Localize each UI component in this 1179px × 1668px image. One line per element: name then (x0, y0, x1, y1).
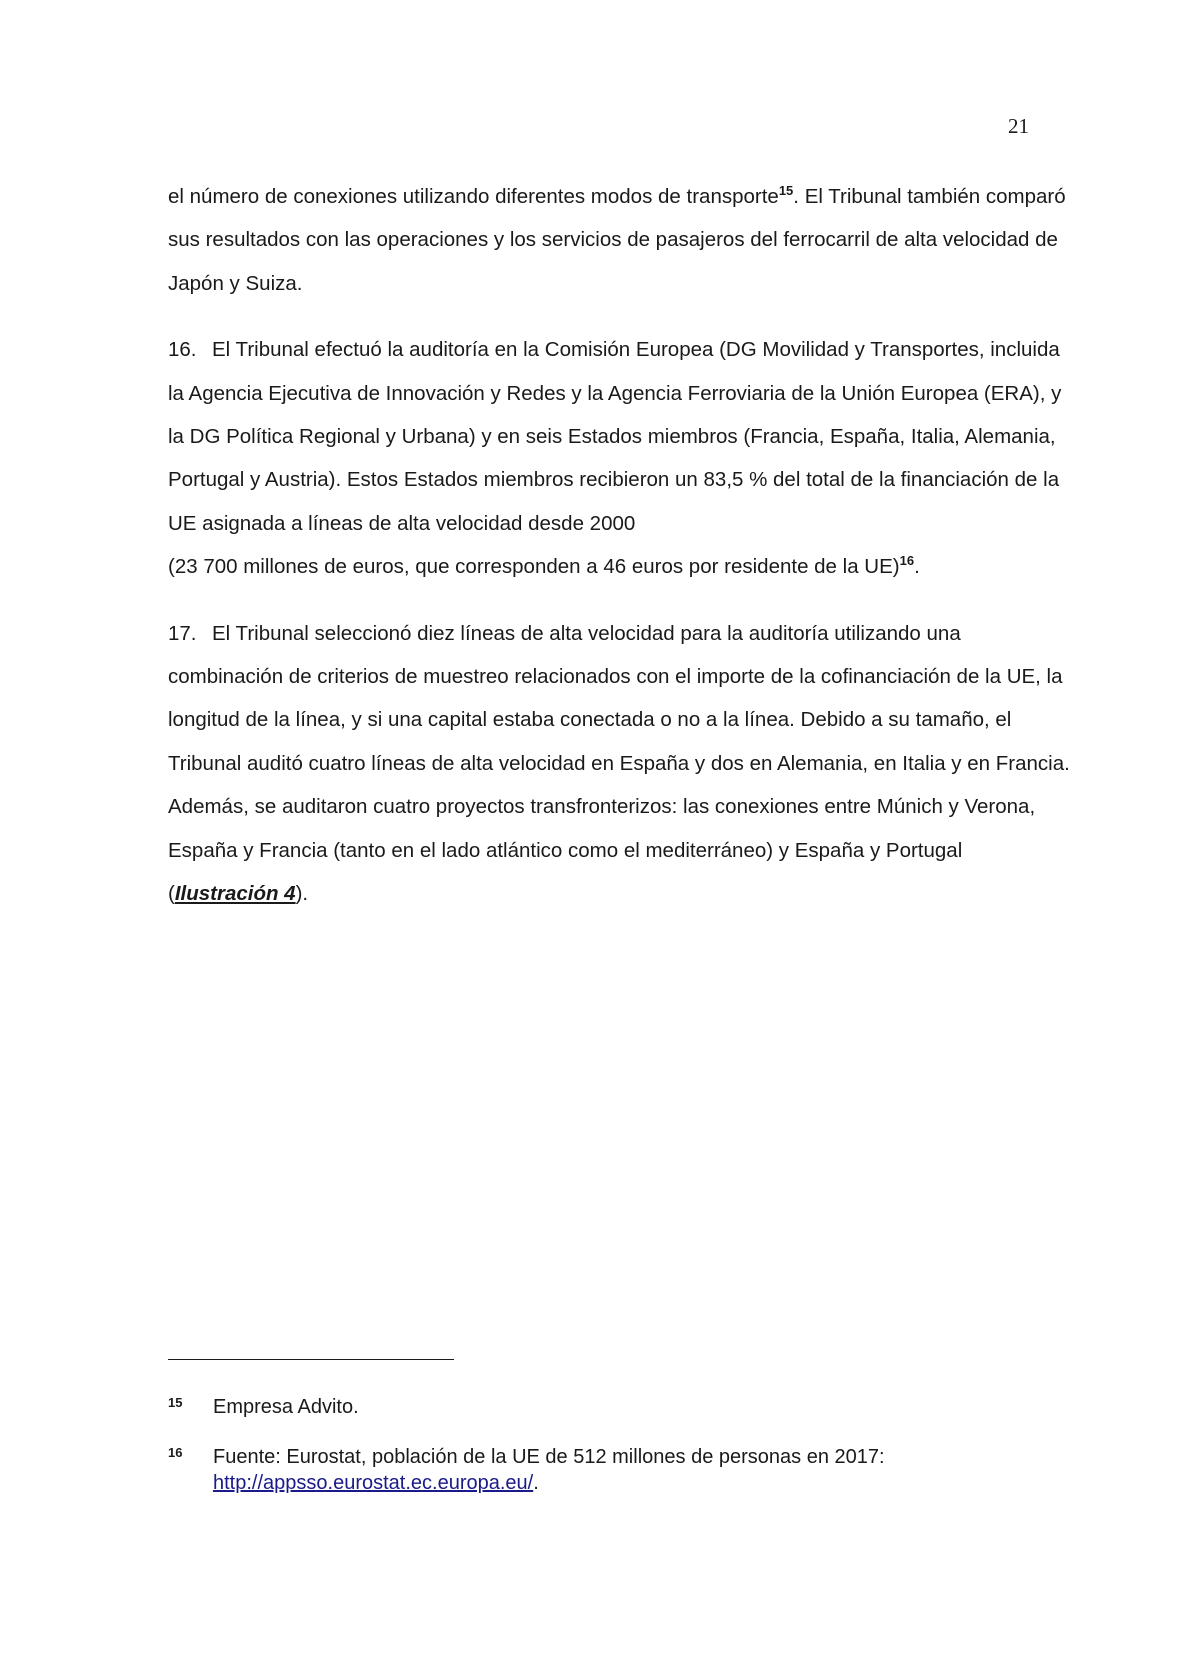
illustration-cross-reference-link[interactable]: Ilustración 4 (174, 882, 296, 906)
footnote-marker: 16 (168, 1445, 183, 1460)
paragraph-text: El Tribunal efectuó la auditoría en la Comisión Europea (DG Movilidad y Transportes, incluida la Agencia Ejecutiva de Innovación y Redes y la Agencia Ferroviaria de la Unión Europea (ERA), y la DG Política Regional y Urbana) y en seis Estados miembros (Francia, España, Italia, Alemania, Portugal y Austria). Estos Estados miembros recibieron un 83,5 % del total de la financiación de la UE asignada a líneas de alta velocidad desde 2000 (168, 338, 1062, 535)
footnote-body (213, 1444, 1068, 1496)
footnote-15 (168, 1394, 1068, 1420)
footnote-marker: 15 (168, 1395, 183, 1410)
paragraph-text: . El Tribunal también comparó sus resultados con las operaciones y los servicios de pasajeros del ferrocarril de alta velocidad de Japón y Suiza. (168, 185, 1066, 295)
paragraph-continued (168, 175, 1078, 305)
footnote-reference-15[interactable]: 15 (778, 183, 794, 198)
page-number: 21 (1008, 114, 1029, 138)
paragraph-text: el número de conexiones utilizando diferentes modos de transporte (168, 185, 779, 208)
paragraph-text: . (914, 555, 920, 579)
paragraph-text: El Tribunal seleccionó diez líneas de alta velocidad para la auditoría utilizando una combinación de criterios de muestreo relacionados con el importe de la cofinanciación de la UE, la longitud de la línea, y si una capital estaba conectada o no a la línea. Debido a su tamaño, el Tribunal auditó cuatro líneas de alta velocidad en España y dos en Alemania, en Italia y en Francia. Además, se auditaron cuatro proyectos transfronterizos: las conexiones entre Múnich y Verona, España y Francia (tanto en el lado atlántico como el mediterráneo) y España y Portugal ( (168, 621, 1070, 906)
paragraph-16 (168, 328, 1078, 588)
footnote-text: Fuente: Eurostat, población de la UE de 512 millones de personas en 2017: (213, 1446, 885, 1468)
paragraph-text: ). (295, 882, 309, 906)
paragraph-text: (23 700 millones de euros, que corresponden a 46 euros por residente de la UE) (168, 555, 900, 579)
footnote-text: Empresa Advito. (213, 1396, 359, 1418)
paragraph-number: 16. (168, 338, 197, 362)
footnote-16 (168, 1444, 1068, 1496)
document-body (168, 175, 1078, 939)
footnote-text-end: . (533, 1472, 539, 1494)
paragraph-17 (168, 612, 1078, 916)
footnote-reference-16[interactable]: 16 (899, 553, 915, 569)
eurostat-link[interactable]: http://appsso.eurostat.ec.europa.eu/ (213, 1472, 534, 1494)
footnote-separator (168, 1359, 454, 1360)
paragraph-number: 17. (168, 621, 197, 645)
